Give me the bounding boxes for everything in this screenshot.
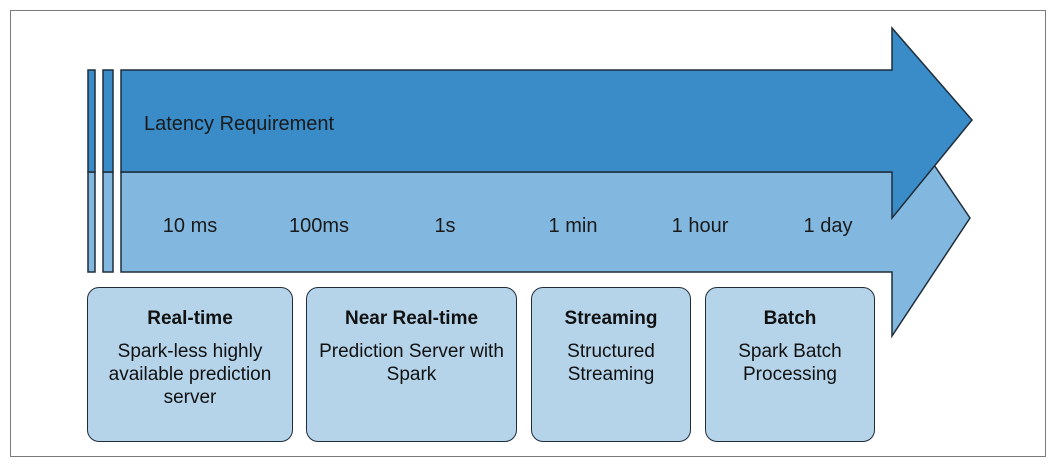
left-bar-1-top bbox=[88, 70, 95, 172]
category-title: Batch bbox=[763, 308, 817, 329]
category-description: Prediction Server with Spark bbox=[319, 341, 504, 385]
category-description: Spark Batch Processing bbox=[738, 341, 842, 385]
latency-tick-1hour: 1 hour bbox=[671, 215, 729, 237]
latency-tick-100ms: 100ms bbox=[288, 215, 350, 237]
category-title: Real-time bbox=[147, 308, 233, 329]
category-title: Streaming bbox=[564, 308, 658, 329]
category-card-streaming bbox=[531, 287, 691, 442]
latency-tick-1day: 1 day bbox=[803, 215, 853, 237]
category-description: Structured Streaming bbox=[567, 341, 655, 385]
category-card-real-time bbox=[87, 287, 293, 442]
category-card-near-real-time bbox=[306, 287, 517, 442]
latency-tick-1s: 1s bbox=[434, 215, 456, 237]
left-bar-2-top bbox=[103, 70, 113, 172]
category-title: Near Real-time bbox=[344, 308, 479, 329]
category-description: Spark-less highly available prediction server bbox=[108, 341, 272, 408]
latency-requirement-label: Latency Requirement bbox=[144, 113, 335, 135]
category-card-batch bbox=[705, 287, 875, 442]
latency-tick-1min: 1 min bbox=[548, 215, 598, 237]
left-bar-2-bottom bbox=[103, 172, 113, 272]
latency-tick-10ms: 10 ms bbox=[162, 215, 218, 237]
left-bar-1-bottom bbox=[88, 172, 95, 272]
